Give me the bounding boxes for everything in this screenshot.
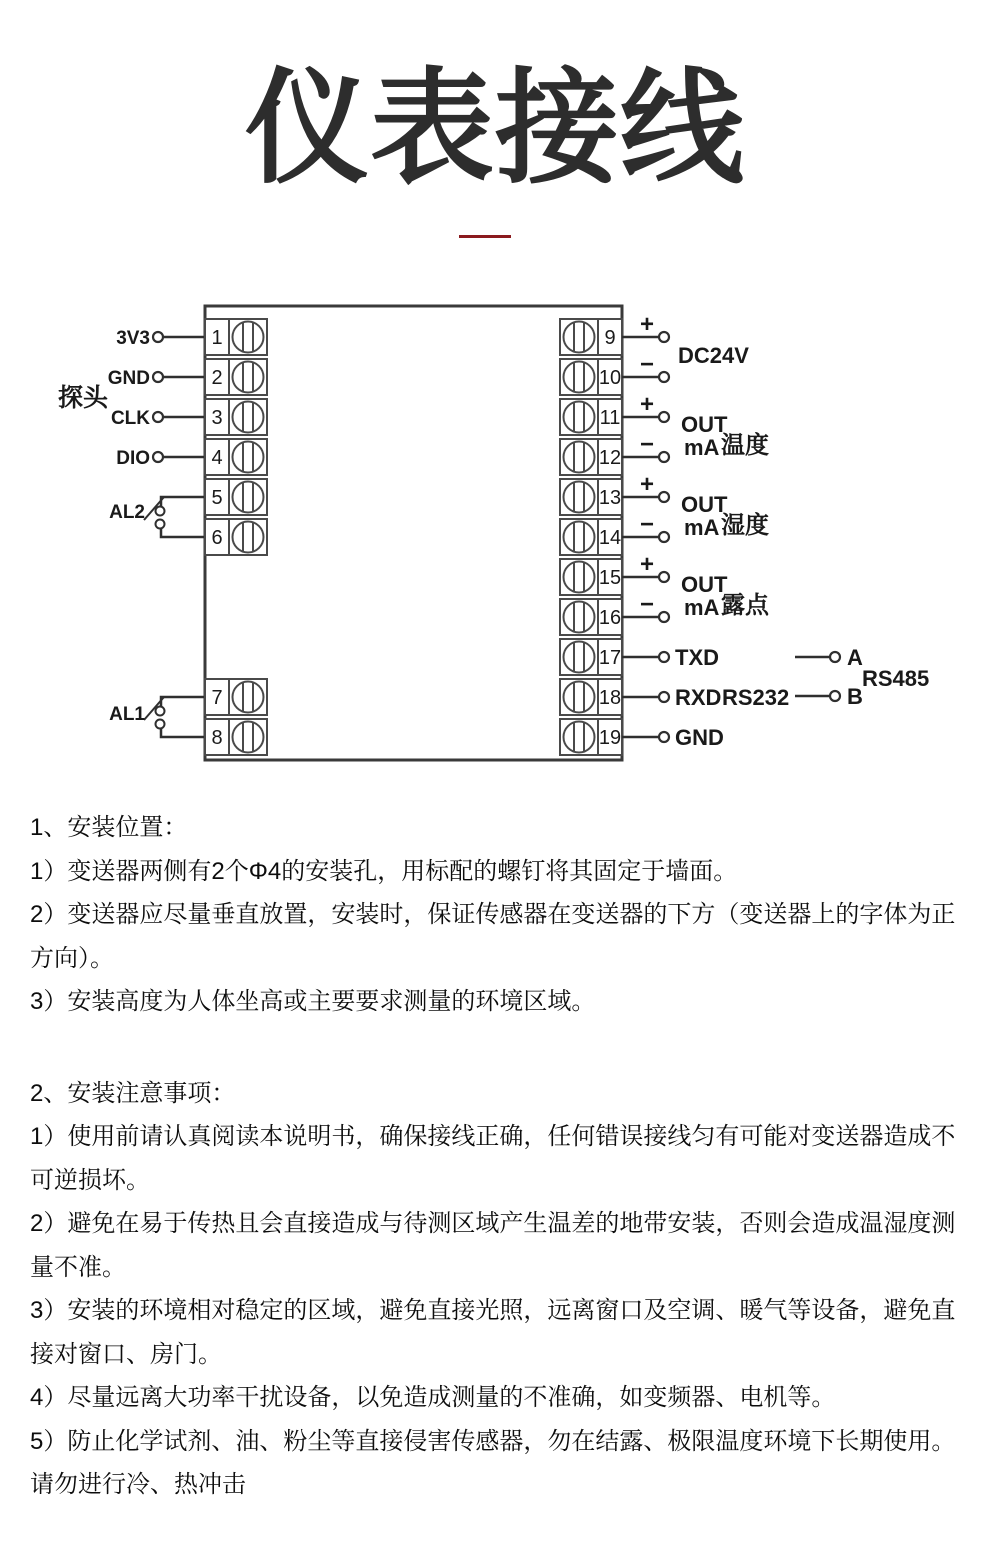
label-rs485-a: A (847, 645, 863, 670)
label-rs485: RS485 (862, 666, 930, 691)
node-rxd (659, 692, 669, 702)
label-dewpoint: 露点 (721, 592, 769, 619)
instruction-item: 2）变送器应尽量垂直放置，安装时，保证传感器在变送器的下方（变送器上的字体为正方向）。 (30, 901, 956, 972)
instruction-item: 4）尽量远离大功率干扰设备，以免造成测量的不准确，如变频器、电机等。 (30, 1384, 836, 1411)
terminal-number-9: 9 (604, 327, 616, 349)
page-title: 仪表接线 (244, 60, 745, 198)
minus-sign-16: − (639, 591, 655, 618)
node-rs485-a (830, 652, 840, 662)
terminal-number-6: 6 (211, 527, 223, 549)
node-clk (153, 412, 163, 422)
label-al1: AL1 (109, 704, 145, 725)
label-humidity: 湿度 (721, 512, 769, 539)
terminal-number-13: 13 (598, 487, 622, 509)
node-dio (153, 452, 163, 462)
terminal-number-14: 14 (598, 527, 622, 549)
node-out2-minus (659, 532, 669, 542)
node-out1-plus (659, 412, 669, 422)
terminal-number-7: 7 (211, 687, 223, 709)
title-underline (459, 235, 511, 238)
terminal-number-18: 18 (598, 687, 622, 709)
wire-al1-bottom (161, 729, 205, 737)
terminal-number-17: 17 (598, 647, 622, 669)
label-out-3: OUT (681, 572, 728, 597)
minus-sign-14: − (639, 511, 655, 538)
node-out3-plus (659, 572, 669, 582)
node-gnd-serial (659, 732, 669, 742)
plus-sign-15: + (639, 551, 655, 578)
section-install-notes (30, 1072, 962, 1507)
wiring-diagram (0, 290, 990, 790)
node-dc24v-plus (659, 332, 669, 342)
terminal-number-16: 16 (598, 607, 622, 629)
instruction-item: 2）避免在易于传热且会直接造成与待测区域产生温差的地带安装，否则会造成温湿度测量不准。 (30, 1210, 956, 1281)
minus-sign-10: − (639, 351, 655, 378)
label-txd: TXD (675, 645, 719, 670)
instruction-item: 3）安装的环境相对稳定的区域，避免直接光照，远离窗口及空调、暖气等设备，避免直接对窗口、房门。 (30, 1297, 956, 1368)
section-install-position (30, 806, 962, 1024)
terminal-number-4: 4 (211, 447, 223, 469)
terminal-number-3: 3 (211, 407, 223, 429)
label-ma-3: mA (684, 595, 720, 620)
label-rxd: RXD (675, 685, 722, 710)
node-dc24v-minus (659, 372, 669, 382)
instructions (30, 806, 962, 1507)
label-gnd-serial: GND (675, 725, 724, 750)
instruction-item: 1）变送器两侧有2个Φ4的安装孔，用标配的螺钉将其固定于墙面。 (30, 857, 738, 885)
label-out-2: OUT (681, 492, 728, 517)
section-heading: 1、安装位置： (30, 814, 188, 841)
label-temperature: 温度 (721, 432, 769, 459)
label-out-1: OUT (681, 412, 728, 437)
node-out1-minus (659, 452, 669, 462)
terminal-number-2: 2 (211, 367, 223, 389)
label-gnd-probe: GND (107, 368, 150, 389)
instruction-item: 1）使用前请认真阅读本说明书，确保接线正确，任何错误接线匀有可能对变送器造成不可逆损坏。 (30, 1123, 956, 1194)
label-clk: CLK (110, 408, 150, 429)
node-out2-plus (659, 492, 669, 502)
terminal-number-11: 11 (599, 407, 621, 429)
plus-sign-13: + (639, 471, 655, 498)
node-out3-minus (659, 612, 669, 622)
wire-al1-top (161, 697, 205, 706)
label-dio: DIO (116, 448, 150, 469)
node-gnd-probe (153, 372, 163, 382)
label-dc24v: DC24V (678, 343, 749, 368)
al2-contact-lower (156, 520, 165, 529)
node-rs485-b (830, 691, 840, 701)
node-txd (659, 652, 669, 662)
terminal-number-10: 10 (598, 367, 622, 389)
al1-contact-upper (156, 707, 165, 716)
instruction-item: 5）防止化学试剂、油、粉尘等直接侵害传感器，勿在结露、极限温度环境下长期使用。请勿进行冷、热冲击 (30, 1427, 956, 1498)
terminal-number-15: 15 (598, 567, 622, 589)
plus-sign-11: + (639, 391, 655, 418)
terminal-number-12: 12 (598, 447, 622, 469)
label-al2: AL2 (109, 502, 145, 523)
label-ma-2: mA (684, 515, 720, 540)
label-probe: 探头 (58, 384, 109, 412)
terminal-number-1: 1 (211, 327, 223, 349)
al1-contact-lower (156, 720, 165, 729)
label-ma-1: mA (684, 435, 720, 460)
label-3v3: 3V3 (116, 328, 150, 349)
wire-al2-bottom (161, 529, 205, 537)
label-rs485-b: B (847, 684, 863, 709)
terminal-number-5: 5 (211, 487, 223, 509)
instruction-item: 3）安装高度为人体坐高或主要要求测量的环境区域。 (30, 988, 596, 1015)
terminal-number-19: 19 (598, 727, 622, 749)
minus-sign-12: − (639, 431, 655, 458)
al2-contact-upper (156, 507, 165, 516)
wire-al2-top (161, 497, 205, 506)
plus-sign-9: + (639, 311, 655, 338)
label-rs232: RS232 (722, 685, 790, 710)
section-heading: 2、安装注意事项： (30, 1079, 236, 1107)
node-3v3 (153, 332, 163, 342)
terminal-number-8: 8 (211, 727, 223, 749)
